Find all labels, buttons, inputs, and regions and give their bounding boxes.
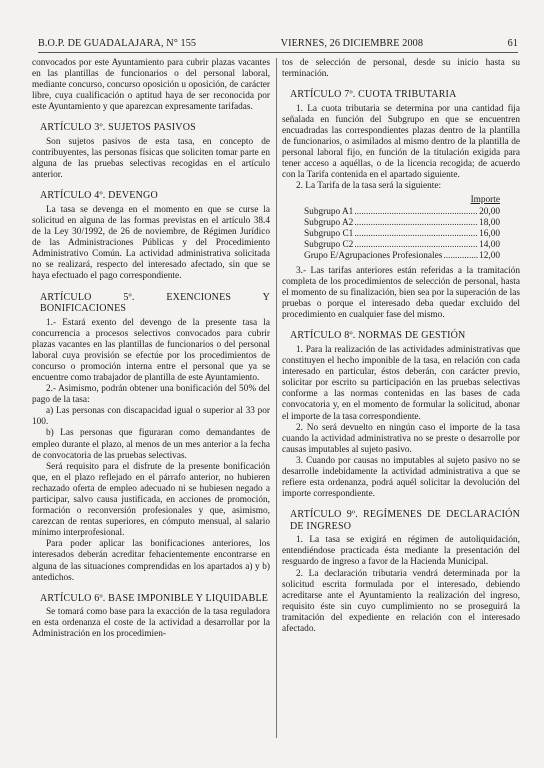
paragraph: tos de selección de personal, desde su inicio hasta su terminación. (282, 58, 520, 80)
tariff-row (304, 240, 500, 251)
paragraph: 2. La declaración tributaria vendrá determinada por la solicitud escrita formulada por el interesado, debiendo acreditarse ante el Ayuntamiento la realización del ingreso, requisito éste sin cuyo cumplimiento no se proseguirá la tramitación del expediente en relación con el interesado afectado. (282, 568, 520, 635)
tariff-amount: 12,00 (479, 250, 500, 261)
dot-leader (354, 207, 478, 218)
paragraph: 3. Cuando por causas no imputables al sujeto pasivo no se desarrolle indebidamente la actividad administrativa a que se refiere esta ordenanza, podrá aquél solicitar la devolución del importe correspondiente. (282, 455, 520, 500)
article-8-heading: ARTÍCULO 8º. NORMAS DE GESTIÓN (290, 330, 466, 342)
paragraph: 1. La cuota tributaria se determina por una cantidad fija señalada en función del Subgrupo en que se encuentren encuadradas las correspondientes plazas dentro de la plantilla de funcionarios, o asimilados al mismo dentro de la plantilla de personal laboral fijo, en función de la titulación exigida para tener acceso a aquéllas, o de la licencia recogida; de acuerdo con la Tarifa contenida en el apartado siguiente. (282, 103, 520, 181)
tariff-row (304, 229, 500, 240)
tariff-label: Subgrupo A1 (304, 206, 354, 217)
article-7-heading: ARTÍCULO 7º. CUOTA TRIBUTARIA (290, 89, 457, 101)
paragraph: La tasa se devenga en el momento en que se curse la solicitud en alguna de las formas previstas en el artículo 38.4 de la Ley 30/1992, de 26 de noviembre, de Régimen Jurídico de las Administraciones Públicas y del Procedimiento Administrativo Común. La actividad administrativa solicitada no se realizará, respecto del interesado afectado, sin que se haya efectuado el pago correspondiente. (32, 204, 270, 282)
article-9-heading: ARTÍCULO 9º. REGÍMENES DE DECLARACIÓN DE INGRESO (290, 509, 520, 532)
tariff-row (304, 207, 500, 218)
tariff-label: Subgrupo C2 (304, 239, 354, 250)
tariff-column-header: Importe (470, 195, 500, 206)
tariff-amount: 14,00 (479, 239, 500, 250)
column-divider (276, 58, 277, 738)
paragraph: 1. Para la realización de las actividades administrativas que constituyen el hecho imponible de la tasa, en relación con cada interesado en particular, éstos deberán, con carácter previo, solicitar por escrito su participación en las pruebas selectivas conforme a las normas contenidas en las bases de cada convocatoria y, en el momento de formular la solicitud, abonar el importe de la tasa correspondiente. (282, 344, 520, 422)
paragraph: Para poder aplicar las bonificaciones anteriores, los interesados deberán acreditar fehacientemente encontrarse en alguna de las situaciones comprendidas en los apartados a) y b) antedichos. (32, 539, 270, 583)
paragraph: 1.- Estará exento del devengo de la presente tasa la concurrencia a procesos selectivos convocados para cubrir plazas vacantes en las plantillas de funcionarios o del personal laboral cuya provisión se efectúe por los procedimientos de concurso o promoción interna entre el personal que ya se encuentre como trabajador de plantilla de este Ayuntamiento. (32, 317, 270, 383)
issue-date: VIERNES, 26 DICIEMBRE 2008 (280, 38, 424, 49)
tariff-table (304, 195, 500, 262)
left-column (32, 58, 270, 750)
tariff-amount: 16,00 (479, 228, 500, 239)
dot-leader (354, 229, 478, 240)
dot-leader (443, 251, 478, 262)
article-3-heading: ARTÍCULO 3º. SUJETOS PASIVOS (40, 122, 196, 134)
tariff-label: Grupo E/Agrupaciones Profesionales (304, 250, 443, 261)
tariff-amount: 20,00 (479, 206, 500, 217)
paragraph: convocados por este Ayuntamiento para cubrir plazas vacantes en las plantillas de funcionarios o del personal laboral, mediante concurso, concurso oposición u oposición, de carácter libre, cuya cualificación o aptitud haya de ser reconocida por este Ayuntamiento y que aparezcan expresamente tarifadas. (32, 58, 270, 113)
paragraph: Son sujetos pasivos de esta tasa, en concepto de contribuyentes, las personas físicas que soliciten tomar parte en alguna de las pruebas selectivas recogidas en el artículo anterior. (32, 136, 270, 181)
paragraph: 1. La tasa se exigirá en régimen de autoliquidación, entendiéndose practicada ésta mediante la presentación del resguardo de ingreso a favor de la Hacienda Municipal. (282, 535, 520, 568)
paragraph: 2. No será devuelto en ningún caso el importe de la tasa cuando la actividad administrativa no se preste o desarrolle por causas imputables al sujeto pasivo. (282, 422, 520, 455)
right-column (282, 58, 520, 750)
tariff-label: Subgrupo C1 (304, 228, 354, 239)
tariff-label: Subgrupo A2 (304, 217, 354, 228)
article-4-heading: ARTÍCULO 4º. DEVENGO (40, 190, 158, 202)
dot-leader (354, 218, 478, 229)
paragraph: 3.- Las tarifas anteriores están referidas a la tramitación completa de los procedimientos de selección de personal, hasta el momento de su finalización, bien sea por la superación de las pruebas o porque el interesado deba quedar excluido del procedimiento en cualquier fase del mismo. (282, 266, 520, 321)
tariff-amount: 18,00 (479, 217, 500, 228)
article-6-heading: ARTÍCULO 6º. BASE IMPONIBLE Y LIQUIDABLE (40, 592, 269, 604)
dot-leader (354, 240, 478, 251)
page-number: 61 (507, 38, 518, 49)
tariff-row (304, 251, 500, 262)
paragraph: Será requisito para el disfrute de la presente bonificación que, en el plazo reflejado en el párrafo anterior, no hubieren rechazado oferta de empleo adecuado ni se hubiesen negado a participar, salvo causa justificada, en acciones de promoción, formación o reconversión profesionales y que, asimismo, carezcan de rentas superiores, en cómputo mensual, al salario mínimo interprofesional. (32, 461, 270, 539)
list-item: a) Las personas con discapacidad igual o superior al 33 por 100. (32, 406, 270, 428)
paragraph: 2.- Asimismo, podrán obtener una bonificación del 50% del pago de la tasa: (32, 384, 270, 406)
bulletin-name: B.O.P. DE GUADALAJARA, N° 155 (38, 38, 197, 49)
article-5-heading: ARTÍCULO 5º. EXENCIONES Y BONIFICACIONES (40, 291, 270, 314)
page-header (38, 38, 518, 53)
list-item: b) Las personas que figuraran como demandantes de empleo durante el plazo, al menos de un mes anterior a la fecha de convocatoria de las pruebas selectivas. (32, 428, 270, 461)
paragraph: 2. La Tarifa de la tasa será la siguiente: (296, 181, 442, 192)
paragraph: Se tomará como base para la exacción de la tasa reguladora en esta ordenanza el coste de la actividad a desarrollar por la Administración en los procedimien- (32, 607, 270, 640)
tariff-row (304, 218, 500, 229)
